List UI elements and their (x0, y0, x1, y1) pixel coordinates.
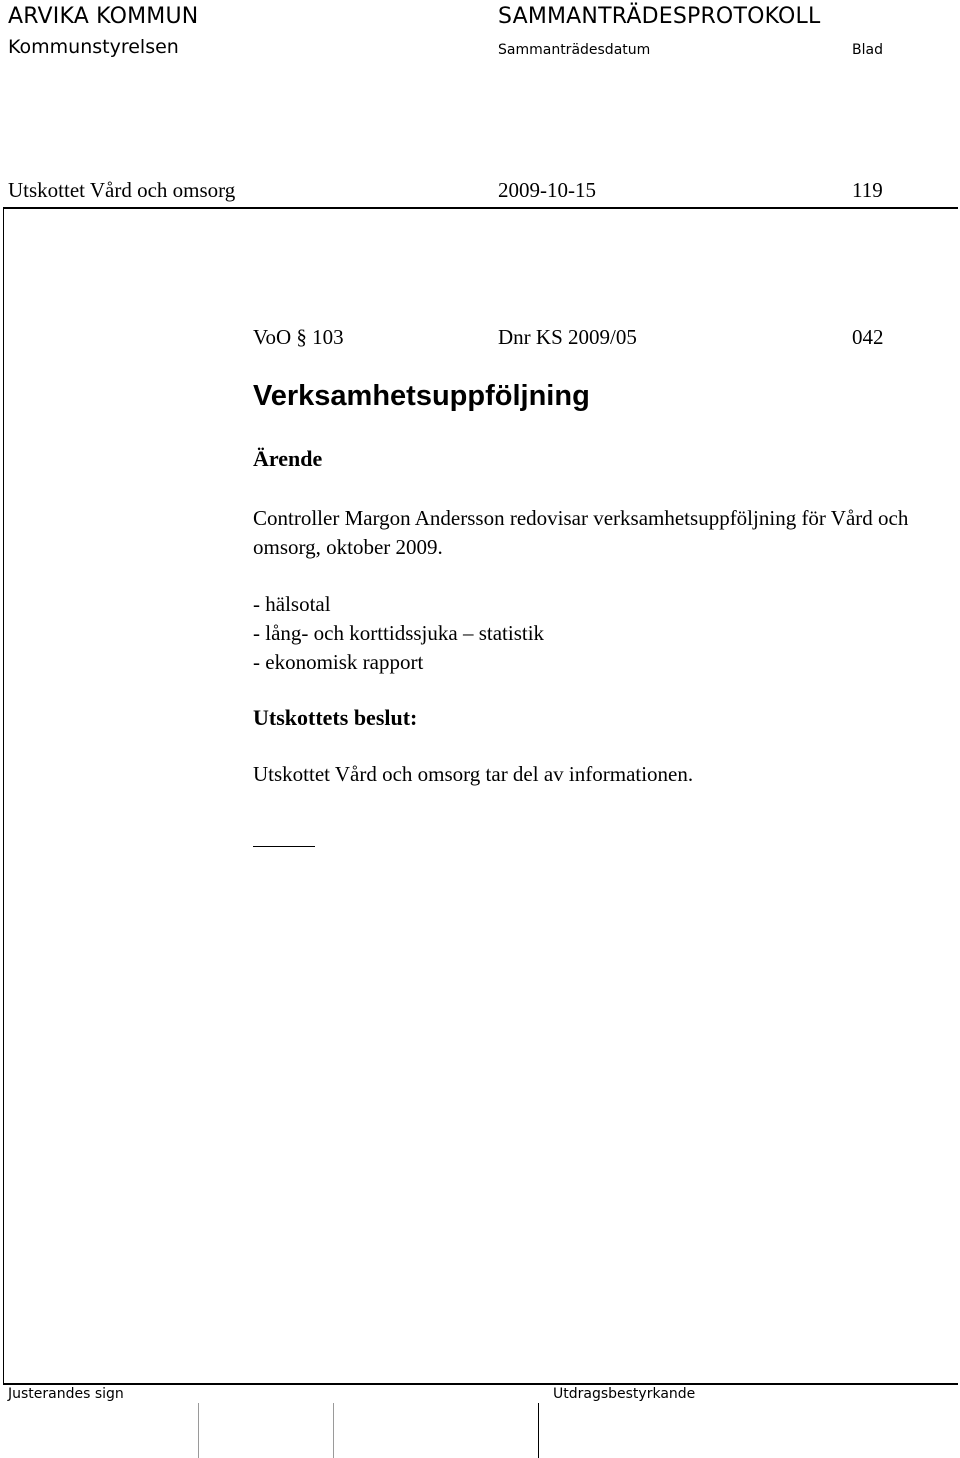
report-items-list (253, 590, 544, 677)
case-title: Verksamhetsuppföljning (253, 380, 590, 412)
decision-text: Utskottet Vård och omsorg tar del av informationen. (253, 762, 694, 786)
signature-box-divider (333, 1403, 334, 1458)
extract-label: Utdragsbestyrkande (553, 1386, 696, 1402)
signature-box-divider (198, 1403, 199, 1458)
document-type: SAMMANTRÄDESPROTOKOLL (498, 4, 821, 29)
list-item: - hälsotal (253, 592, 331, 616)
decision-heading: Utskottets beslut: (253, 705, 418, 730)
case-number: 042 (852, 325, 884, 349)
list-item: - lång- och korttidssjuka – statistik (253, 621, 545, 645)
board-name: Kommunstyrelsen (8, 36, 179, 58)
meeting-date: 2009-10-15 (498, 178, 596, 202)
header-divider (3, 207, 958, 209)
organization-name: ARVIKA KOMMUN (8, 4, 199, 29)
list-item: - ekonomisk rapport (253, 650, 424, 674)
case-code: VoO § 103 (253, 325, 344, 349)
footer-column-divider (538, 1403, 539, 1458)
signature-label: Justerandes sign (8, 1386, 124, 1402)
meeting-date-label: Sammanträdesdatum (498, 42, 651, 58)
matter-heading: Ärende (253, 446, 323, 471)
matter-text: Controller Margon Andersson redovisar verksamhetsuppföljning för Vård och omsorg, oktober 2009. (253, 506, 909, 559)
case-dnr: Dnr KS 2009/05 (498, 325, 637, 349)
footer-divider (3, 1383, 958, 1385)
committee-name: Utskottet Vård och omsorg (8, 178, 236, 202)
page-number: 119 (852, 178, 883, 202)
end-rule (253, 846, 315, 847)
page-label: Blad (852, 42, 883, 58)
left-margin-line (3, 207, 4, 1383)
